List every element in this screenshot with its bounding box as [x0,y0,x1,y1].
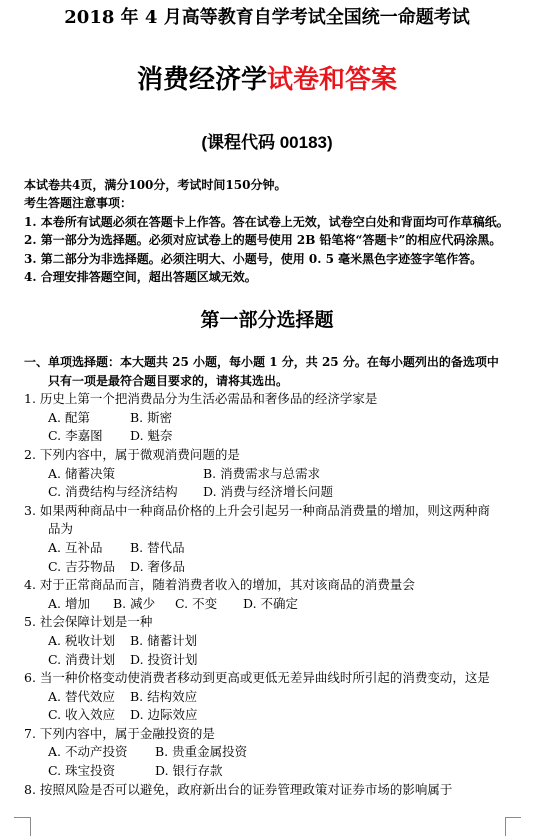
option-a: A. 增加 [48,595,90,611]
option-c: C. 珠宝投资 [48,763,116,779]
option-a: A. 互补品 [48,539,103,555]
question-stem-continued: 品为 [48,521,74,537]
paper-title-suffix: 试卷和答案 [267,65,398,95]
option-a: A. 配第 [48,409,90,425]
option-c: C. 不变 [175,595,218,611]
option-row [24,762,529,781]
option-c: C. 收入效应 [48,707,116,723]
option-b: B. 减少 [113,595,156,611]
question-stem: 4. 对于正常商品而言，随着消费者收入的增加，其对该商品的消费量会 [24,577,415,593]
question-list [24,353,529,799]
option-c: C. 吉芬物品 [48,558,116,574]
option-d: D. 投资计划 [130,651,198,667]
crop-mark-bottom-left-horizontal [14,817,30,818]
option-row [24,539,529,558]
option-row [24,688,529,707]
option-b: B. 结构效应 [130,688,198,704]
instruction-item-3: 3. 第二部分为非选择题。必须注明大、小题号，使用 0. 5 毫米黑色字迹签字笔作答。 [24,251,483,266]
question-4 [24,576,529,613]
subject-name: 消费经济学 [136,65,267,95]
option-row [24,427,529,446]
instruction-item-2: 2. 第一部分为选择题。必须对应试卷上的题号使用 2B 铅笔将“答题卡”的相应代码涂黑。 [24,233,502,248]
instruction-item-1: 1. 本卷所有试题必须在答题卡上作答。答在试卷上无效，试卷空白处和背面均可作草稿纸。 [24,214,509,229]
instructions-heading: 考生答题注意事项： [24,196,133,211]
question-stem: 8. 按照风险是否可以避免，政府新出台的证券管理政策对证券市场的影响属于 [24,781,453,797]
option-row [24,595,529,614]
option-b: B. 储蓄计划 [130,632,198,648]
option-a: A. 税收计划 [48,632,115,648]
question-stem: 5. 社会保障计划是一种 [24,614,153,630]
section-intro-continued: 只有一项是最符合题目要求的，请将其选出。 [48,373,289,388]
question-3 [24,502,529,576]
option-d: D. 边际效应 [130,707,198,723]
exam-title: 2018 年 4 月高等教育自学考试全国统一命题考试 [64,7,470,28]
option-row [24,632,529,651]
option-b: B. 斯密 [130,409,173,425]
option-row [24,409,529,428]
option-row [24,465,529,484]
option-row [24,651,529,670]
paper-title [0,63,534,97]
option-d: D. 奢侈品 [130,558,186,574]
option-c: C. 李嘉图 [48,428,103,444]
option-a: A. 储蓄决策 [48,465,115,481]
crop-mark-bottom-right-vertical [505,817,506,836]
question-5 [24,613,529,669]
question-7 [24,725,529,781]
question-6 [24,669,529,725]
course-code: (课程代码 00183) [201,133,333,152]
instruction-item-4: 4. 合理安排答题空间，超出答题区域无效。 [24,269,257,284]
option-c: C. 消费结构与经济结构 [48,484,178,500]
option-row [24,706,529,725]
question-stem: 1. 历史上第一个把消费品分为生活必需品和奢侈品的经济学家是 [24,391,378,407]
option-c: C. 消费计划 [48,651,116,667]
section-intro: 一、单项选择题：本大题共 25 小题，每小题 1 分，共 25 分。在每小题列出的备选项中 [24,355,499,369]
question-stem: 2. 下列内容中，属于微观消费问题的是 [24,446,240,462]
question-stem: 6. 当一种价格变动使消费者移动到更高或更低无差异曲线时所引起的消费变动，这是 [24,670,490,686]
option-d: D. 银行存款 [155,763,223,779]
option-b: B. 贵重金属投资 [155,744,248,760]
option-row [24,558,529,577]
option-b: B. 替代品 [130,539,185,555]
option-d: D. 消费与经济增长问题 [203,484,334,500]
question-2 [24,446,529,502]
option-d: D. 不确定 [243,595,299,611]
option-row [24,743,529,762]
option-b: B. 消费需求与总需求 [203,465,321,481]
option-d: D. 魁奈 [130,428,173,444]
option-row [24,483,529,502]
option-a: A. 替代效应 [48,688,115,704]
question-stem: 7. 下列内容中，属于金融投资的是 [24,725,215,741]
question-1 [24,390,529,446]
exam-instructions [24,176,529,286]
crop-mark-bottom-right-horizontal [505,817,521,818]
crop-mark-bottom-left-vertical [30,817,31,836]
question-stem: 3. 如果两种商品中一种商品价格的上升会引起另一种商品消费量的增加，则这两种商 [24,502,490,518]
question-8 [24,781,529,800]
part-one-title: 第一部分选择题 [200,309,334,331]
option-a: A. 不动产投资 [48,744,128,760]
exam-summary: 本试卷共4页，满分100分，考试时间150分钟。 [24,178,287,192]
